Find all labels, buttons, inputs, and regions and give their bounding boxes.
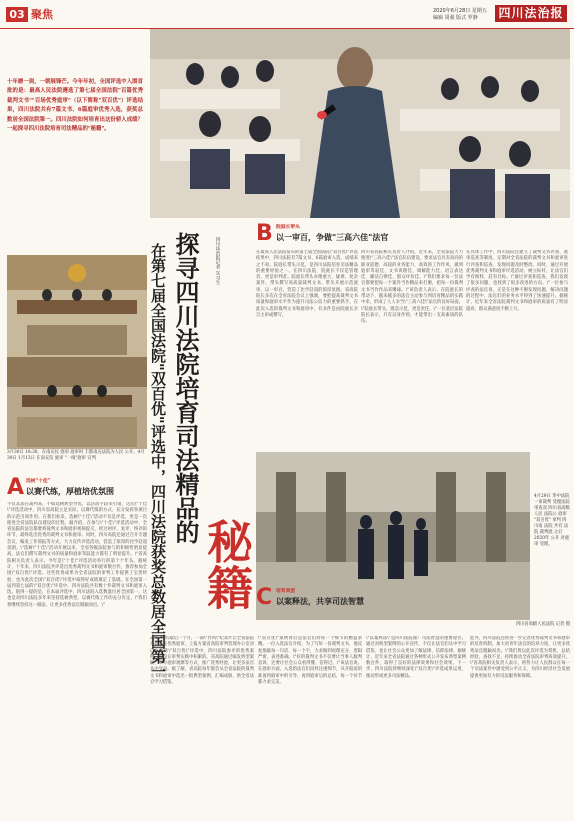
subheadline: 在第七届全国法院"双百优"评选中，四川法院获奖总数居全国第一 <box>149 243 167 679</box>
section-a-letter: A <box>7 475 25 500</box>
byline: 四川省高级人民法院 记者 摄 <box>515 622 570 627</box>
left-photo-caption: 3月30日 18:30，在南充仪 庭审 庭审时 丰都南充法院为人民 公开。4月30日 1月13日 在南充仪 庭审 "一线"庭审 宣判 <box>7 450 145 461</box>
section-a-title: 以赛代练，厚植培优氛围 <box>26 487 114 496</box>
section-a-body: 不仅其法在裁判来，不如选树典型导优，以活动手段来引领，这次\"十佳\"评选活动中，四川省高院立足实际，以赛代练的方式，充分发挥各项目的示范引领作用。在我们看来，选树\"十佳\"活动不仅是评选，更是一次推进全省法院队伍建设的过程。据介绍，在参与\"十佳\"评选活动中，全省法院的法官都要将裁判文书和庭审视频提交，经过初评、复评、终评的环节，最终选出优秀的裁判文书和庭审。同时，四川高院还通过召开专题会议、编发工作简报等方式，大力宣传评选活动，营造了浓厚的比学赶超氛围。\"选树\"十佳\"活动开展以来，全省各级法院参与的积极性明显提高，法官们撰写裁判文书的质量和庭审驾驭能力都有了明显提升。\"省高院相关负责人表示。今年是\"十佳\"评选活动举行的第十个年头。据统计，十年来，四川法院共评选出优秀裁判文书和庭审数百件，推荐参加全国\"双百优\"评选。这些优秀成果为全省法院的审判工作提供了宝贵经验，也为此次全国\"双百优\"评选中取得好成绩奠定了基础。在全国第一届到第七届的\"双百优\"评选中，四川法院共有数十件裁判文书和庭审入选。值得一提的是，在本届评选中，四川法院入选数量位居全国第一，这也是对四川法院多年来坚持选树典型、以赛代练工作的充分肯定。\"我们将继续坚持这一做法，让更多优秀法官脱颖而出。\" <box>7 502 147 608</box>
court-photo-2-image <box>7 357 147 449</box>
section-c-letter: C <box>256 585 273 610</box>
section-b-title: 以一审百，争做"三高六佳"法官 <box>276 233 389 242</box>
section-b-body-2: 四川省高院相关负责人介绍，近年来，全省法院大力推进\"三高六佳\"法官队伍建设，要求法官具有高尚的职业道德、高超的业务能力、高效的工作作风，做到庭审驾驭佳、文书说理佳、调解能力佳、语言表达佳、廉洁自律佳、群众评价佳。\"我们要求每一位法官都要把每一个案件当作精品来打磨，把每一份裁判文书当作作品来雕琢。\"该负责人表示。在院庭长的带动下，越来越多的法官主动参与到培育精品的实践中来，形成了人人争当\"三高六佳\"法官的良好局面。\"院庭长带头，既是示范，更是责任。\"一位基层法院院长表示，只有以身作则，才能带出一支高素质的队伍。 <box>361 250 463 325</box>
court-photo-2 <box>7 357 147 449</box>
main-photo-image <box>150 29 570 218</box>
mijie-title: 秘籍 <box>200 518 254 610</box>
main-photo <box>150 29 570 218</box>
editor-text: 编辑 周强 版式 罗静 <box>433 15 478 21</box>
corridor-photo-caption: 4月29日 华中法院一审裁判 受理法院审查双 四川省高级人民 法院公 庭审 "双百优" 审判 四川南 法院 共有 法院 裁判庭 之后 2020年 公开 对庭审 受理。 <box>534 494 570 547</box>
headline: 探寻四川法院培育司法精品的 <box>171 232 200 544</box>
section-c-title: 以案释法，共享司法智慧 <box>276 597 364 606</box>
section-b-letter: B <box>256 221 273 246</box>
section-c-body-1: 2017年的最后一个月，一部\"作风\"纪录片让全省法院开始关注优秀庭审。上报方案省高院审判管理办公室对以下简称\"双百优\"评选中，四川法院参评的优秀案例，多是在审判实践中积累的。省高院通过编发典型案例、举办庭审观摩等方式，推广优秀经验，让更多法官从中受益。据了解，省高院每年都会从全省法院的裁判文书和庭审中选出一批典型案例，汇编成册，供全省法官学习借鉴。 <box>150 636 254 686</box>
issue-date <box>433 8 487 22</box>
section-c-body-3: \"以案释法\"是四川法院推广司法智慧的重要途径。通过对典型案例的公开宣传，不仅让法官们从中学习借鉴，也让社会公众更加了解法律、信仰法律。据统计，近年来全省法院通过各种形式公开发布典型案例数百件，取得了良好的法律效果和社会效果。下一步，四川法院将继续深化\"双百优\"评选成果运用，推动形成更多司法精品。 <box>366 636 466 679</box>
page-number: 03 <box>6 7 28 22</box>
corridor-photo-image <box>256 452 530 620</box>
intro-paragraph: 十年磨一剑，一朝展锋芒。今年年初，全国评选中入围首批的是：最高人民法院遴选了第七届全国法院"百篇优秀裁判文书""百场优秀庭审"（以下简称"双百优"）评选结果，四川法院共有7篇文书、6篇庭审优秀入选，获奖总数居全国法院第一。四川法院如何培育出这份骄人成绩？一起探寻四川法院培育司法精品的"秘籍"。 <box>7 79 143 133</box>
date-text: 2020年6月28日 星期五 <box>433 8 487 14</box>
section-b-tag: 院庭长带头 <box>276 225 300 230</box>
court-photo-1 <box>7 255 147 357</box>
page-header <box>0 0 574 29</box>
section-label: 聚焦 <box>31 8 53 21</box>
section-c-body-4: 此外，四川法院还将进一步完善优秀裁判文书和庭审的培育机制，加大对青年法官的培养力度，让更多优秀法官脱颖而出。\"我们将以此次评选为契机，总结经验，查找不足，持续推动全省法院审判质效提升。\"省高院相关负责人表示，将努力让人民群众在每一个司法案件中感受到公平正义，为四川经济社会发展提供更加有力的司法服务和保障。 <box>470 636 570 679</box>
section-c-body-2: \"双百优\"案例背后是法官们对每一个细节的精益求精。一位入选法官介绍，为了写好一份裁判文书，他反复推敲每一句话、每一个字，力求做到说理充分、逻辑严密、表述准确。\"好的裁判文书不仅要让当事人服判息诉，还要让社会公众看得懂、信得过。\"该法官说。在庭审方面，入选的法官们同样注重细节，从开庭前的准备到庭审中的引导，再到庭审后的总结，每一个环节都力求完美。 <box>258 636 362 686</box>
court-photo-1-image <box>7 255 147 357</box>
section-b-body-1: 在最高人民法院发布的第七届全国法院\"双百优\"评选结果中，四川法院有7篇文书、6篇庭审入选，成绩来之不易。院庭长带头示范，是四川法院培育司法精品的重要经验之一。在四川法院，院庭长不仅是管理者，更是审判者。院庭长带头办理重大、疑难、复杂案件，带头撰写高质量裁判文书，带头开展示范庭审，以一审百，营造了比学赶超的浓厚氛围。省高院院长多次在全省法院会议上强调，要把提高裁判文书质量和庭审水平作为提升司法公信力的重要抓手。在此次入选的裁判文书和庭审中，有多件是由院庭长亲自主审或撰写。 <box>256 250 358 318</box>
corridor-photo <box>256 452 530 620</box>
section-c-tag: 培育典型 <box>276 589 296 594</box>
section-a-tag: 选树"十佳" <box>26 479 51 484</box>
newspaper-brand: 四川法治报 <box>495 5 567 22</box>
section-b-body-3: 在具体工作中，四川法院还建立了裁判文书评查、庭审巡查等制度，定期对全省法院的裁判文书和庭审进行评查和巡查，发现问题及时整改。同时，通过开展优秀裁判文书和庭审评选活动，树立标杆，让法官们学有榜样、赶有目标。\"通过评查和巡查，我们发现了很多问题，也找到了很多改进的方向。\"一位参与评查的法官说，正是在这种不断发现问题、解决问题的过程中，法官们的业务水平得到了快速提升。据统计，近年来全省法院裁判文书和庭审的质量有了明显提高，群众满意度不断上升。 <box>466 250 568 312</box>
byline-kicker: 四川法治报记者 实习生 <box>215 237 220 285</box>
